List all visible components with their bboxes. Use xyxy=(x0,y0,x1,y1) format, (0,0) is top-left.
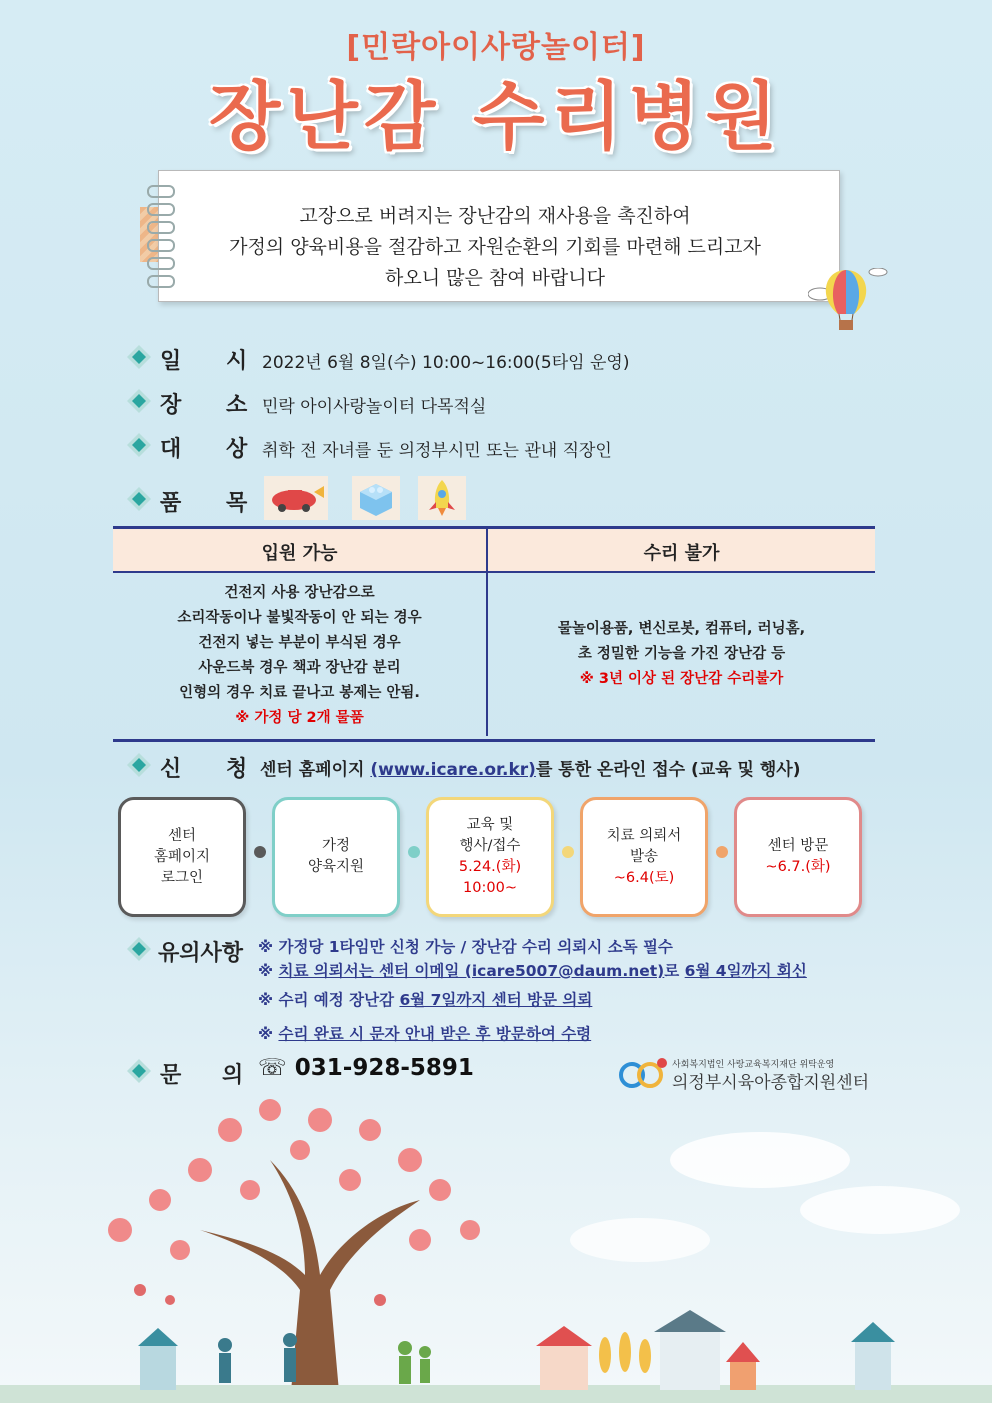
note-mark: ※ xyxy=(258,962,279,980)
step-text: 양육지원 xyxy=(307,859,365,875)
target-value: 취학 전 자녀를 둔 의정부시민 또는 관내 직장인 xyxy=(262,441,612,461)
target-label-2: 상 xyxy=(226,437,248,462)
poster-subtitle: [민락아이사랑놀이터] xyxy=(346,30,646,65)
step-visit xyxy=(734,797,862,917)
list-item: 인형의 경우 치료 끝나고 봉제는 안됨. xyxy=(179,685,420,701)
step-text: 가정 xyxy=(321,838,350,854)
homepage-link[interactable]: (www.icare.or.kr) xyxy=(370,760,536,780)
heart-tree-illustration xyxy=(0,1090,992,1403)
list-item: 사운드북 경우 책과 장난감 분리 xyxy=(198,660,401,676)
reject-note: ※ 3년 이상 된 장난감 수리불가 xyxy=(579,671,784,687)
reject-cell xyxy=(488,617,875,692)
toy-rocket-icon xyxy=(418,476,466,520)
hot-air-balloon-icon xyxy=(808,268,888,338)
step-text: 홈페이지 xyxy=(153,848,211,865)
apply-suffix: 를 통한 온라인 접수 (교육 및 행사) xyxy=(535,760,801,780)
note-1: ※ 가정당 1타임만 신청 가능 / 장난감 수리 의뢰시 소독 필수 xyxy=(258,938,673,956)
apply-text xyxy=(260,755,800,780)
step-request xyxy=(580,797,708,917)
step-register xyxy=(426,797,554,917)
step-text: 교육 및 xyxy=(466,817,514,833)
column-header-admit: 입원 가능 xyxy=(261,543,338,564)
contact-label-2: 의 xyxy=(222,1063,244,1088)
step-text: 센터 방문 xyxy=(767,838,829,854)
apply-label-1: 신 xyxy=(160,757,182,782)
org-logo-icon xyxy=(618,1055,668,1091)
diamond-bullet-icon xyxy=(126,486,152,512)
admit-note: ※ 가정 당 2개 물품 xyxy=(235,710,364,726)
list-item: 건전지 넣는 부분이 부식된 경우 xyxy=(198,635,401,651)
org-subtitle: 사회복지법인 사랑교육복지재단 위탁운영 xyxy=(672,1060,835,1070)
date-label-2: 시 xyxy=(226,349,248,374)
intro-text xyxy=(170,201,820,294)
place-label-1: 장 xyxy=(160,393,182,418)
step-date: ~6.7.(화) xyxy=(765,859,831,875)
diamond-bullet-icon xyxy=(126,752,152,778)
step-arrow-icon xyxy=(254,846,266,858)
step-date: 5.24.(화) xyxy=(458,859,522,875)
diamond-bullet-icon xyxy=(126,936,152,962)
apply-prefix: 센터 홈페이지 xyxy=(260,760,371,780)
note-4 xyxy=(258,1022,591,1044)
step-text: 로그인 xyxy=(160,869,204,886)
apply-label-2: 청 xyxy=(226,757,248,782)
phone-number[interactable]: ☏ 031-928-5891 xyxy=(258,1055,474,1081)
diamond-bullet-icon xyxy=(126,1058,152,1084)
place-label-2: 소 xyxy=(226,393,248,418)
note-text: 로 xyxy=(664,962,685,980)
org-name: 의정부시육아종합지원센터 xyxy=(672,1073,870,1093)
step-arrow-icon xyxy=(562,846,574,858)
diamond-bullet-icon xyxy=(126,344,152,370)
step-arrow-icon xyxy=(716,846,728,858)
intro-line: 가정의 양육비용을 절감하고 자원순환의 기회를 마련해 드리고자 xyxy=(229,236,761,258)
note-pickup: 수리 완료 시 문자 안내 받은 후 방문하여 수령 xyxy=(278,1025,592,1043)
step-support xyxy=(272,797,400,917)
note-deadline: 6월 4일까지 회신 xyxy=(684,962,807,980)
list-item: 건전지 사용 장난감으로 xyxy=(224,585,375,601)
poster-title: 장난감 수리병원 xyxy=(208,74,784,160)
intro-line: 고장으로 버려지는 장난감의 재사용을 촉진하여 xyxy=(299,205,691,227)
date-label-1: 일 xyxy=(160,349,182,374)
admission-table xyxy=(113,526,875,742)
column-header-reject: 수리 불가 xyxy=(643,543,720,564)
note-3 xyxy=(258,988,592,1010)
diamond-bullet-icon xyxy=(126,432,152,458)
step-text: 센터 xyxy=(167,827,196,844)
note-text: ※ 수리 예정 장난감 xyxy=(258,991,400,1009)
items-label-2: 목 xyxy=(226,491,248,516)
step-time: 10:00~ xyxy=(463,880,517,896)
step-date: ~6.4(토) xyxy=(613,869,675,886)
step-arrow-icon xyxy=(408,846,420,858)
contact-label-1: 문 xyxy=(160,1063,182,1088)
intro-line: 하오니 많은 참여 바랍니다 xyxy=(384,267,605,289)
place-value: 민락 아이사랑놀이터 다목적실 xyxy=(262,397,487,417)
step-text: 행사/접수 xyxy=(459,838,521,854)
items-label-1: 품 xyxy=(160,491,182,516)
date-value: 2022년 6월 8일(수) 10:00~16:00(5타임 운영) xyxy=(262,353,630,373)
step-login xyxy=(118,797,246,917)
toy-block-icon xyxy=(352,476,400,520)
list-item: 초 정밀한 기능을 가진 장난감 등 xyxy=(577,646,786,662)
step-text: 발송 xyxy=(629,848,658,865)
list-item: 소리작동이나 불빛작동이 안 되는 경우 xyxy=(177,610,422,626)
ring-icon xyxy=(147,185,175,198)
note-email: 치료 의뢰서는 센터 이메일 (icare5007@daum.net) xyxy=(278,962,665,980)
list-item: 물놀이용품, 변신로봇, 컴퓨터, 러닝홈, xyxy=(557,621,806,637)
note-mark: ※ xyxy=(258,1025,279,1043)
note-2 xyxy=(258,959,807,981)
notes-label: 유의사항 xyxy=(158,941,244,966)
step-text: 치료 의뢰서 xyxy=(606,827,682,844)
toy-airplane-icon xyxy=(264,476,328,520)
diamond-bullet-icon xyxy=(126,388,152,414)
note-deadline: 6월 7일까지 센터 방문 의뢰 xyxy=(399,991,593,1009)
target-label-1: 대 xyxy=(160,437,182,462)
admit-cell xyxy=(113,581,486,731)
